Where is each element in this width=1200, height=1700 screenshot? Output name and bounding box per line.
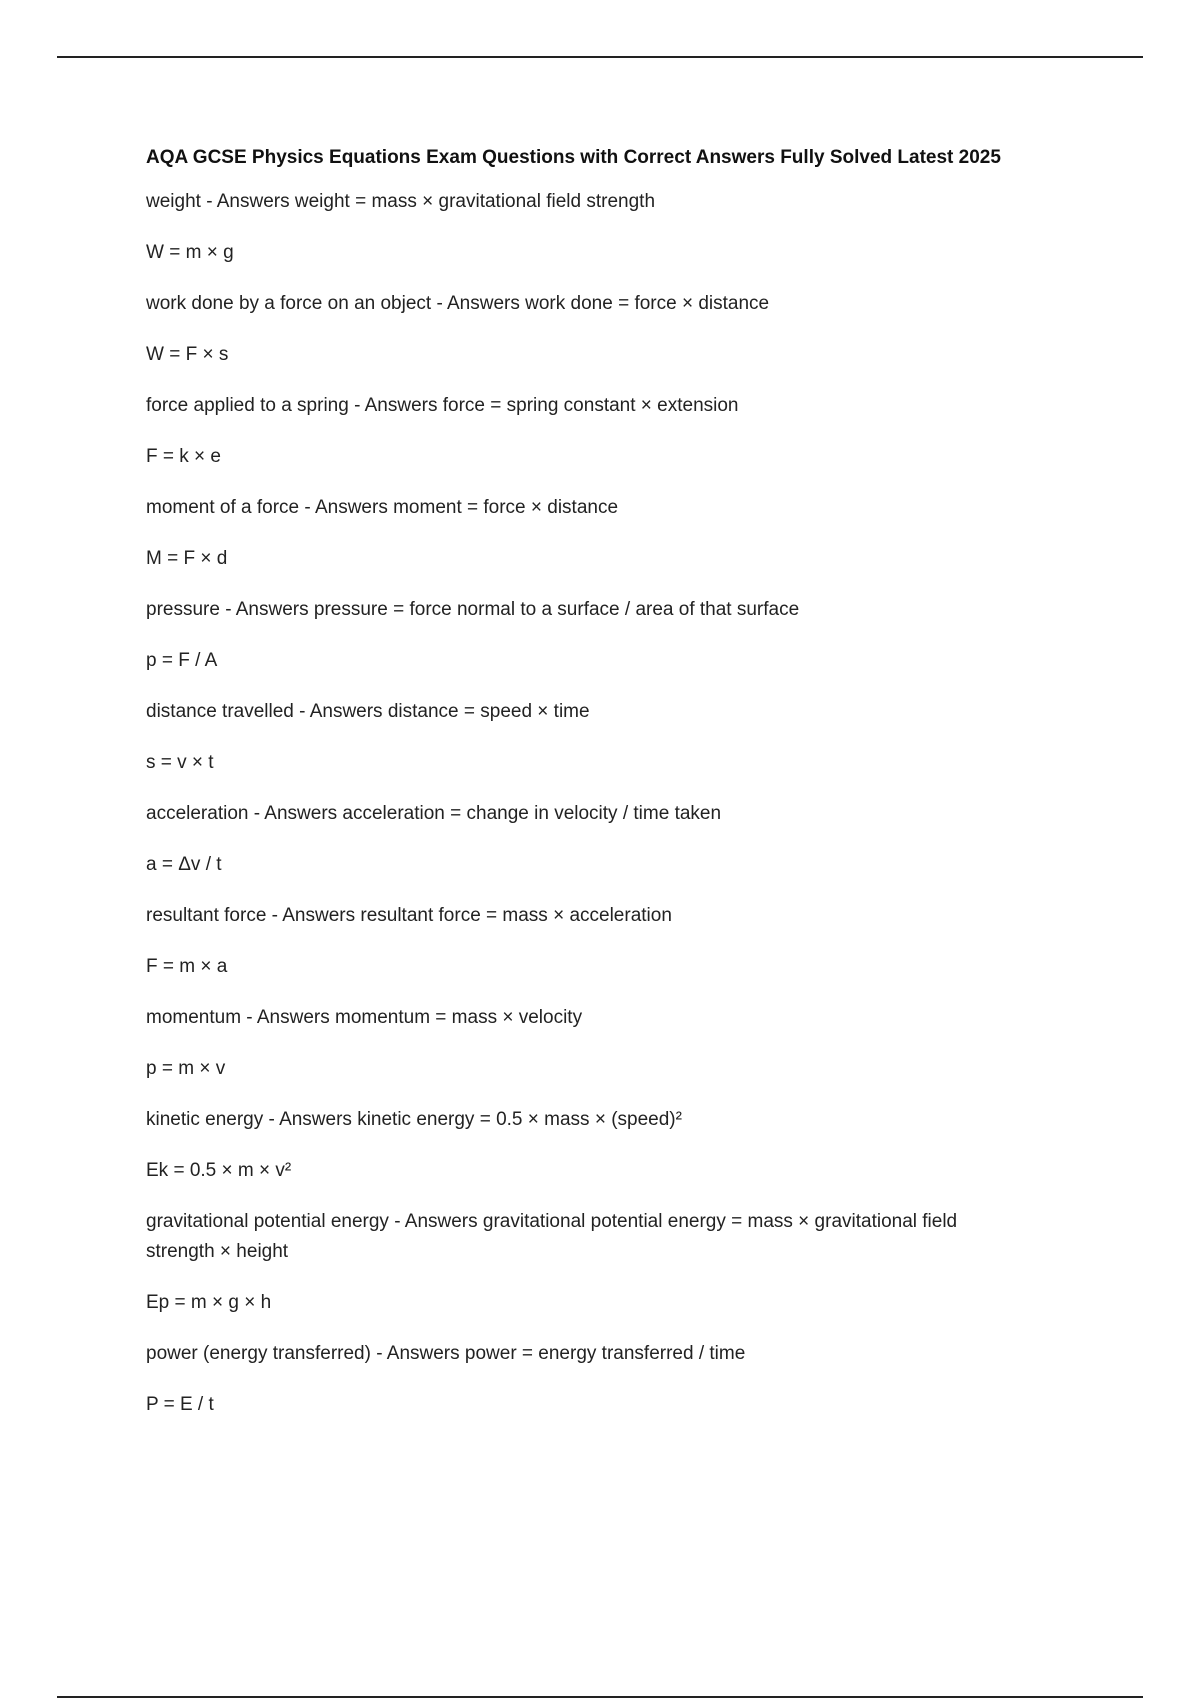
question-moment: moment of a force - Answers moment = force × distance [146,497,619,518]
question-power: power (energy transferred) - Answers power = energy transferred / time [146,1343,746,1364]
equation-kinetic-energy: Ek = 0.5 × m × v² [146,1160,292,1181]
question-pressure: pressure - Answers pressure = force normal to a surface / area of that surface [146,599,800,620]
question-gravitational-potential-energy: gravitational potential energy - Answers gravitational potential energy = mass × gravitational field strength × height [146,1211,958,1262]
equation-momentum: p = m × v [146,1058,226,1079]
question-resultant-force: resultant force - Answers resultant force = mass × acceleration [146,905,672,926]
question-distance: distance travelled - Answers distance = speed × time [146,701,590,722]
equation-power: P = E / t [146,1394,214,1415]
document-title: AQA GCSE Physics Equations Exam Questions with Correct Answers Fully Solved Latest 2025 [146,147,1001,168]
equation-work-done: W = F × s [146,344,229,365]
question-kinetic-energy: kinetic energy - Answers kinetic energy = 0.5 × mass × (speed)² [146,1109,682,1130]
header-rule [57,56,1143,58]
footer-rule [57,1696,1143,1698]
equation-resultant-force: F = m × a [146,956,228,977]
equation-pressure: p = F / A [146,650,218,671]
question-acceleration: acceleration - Answers acceleration = change in velocity / time taken [146,803,722,824]
document-body [146,146,1046,1441]
question-spring-force: force applied to a spring - Answers force = spring constant × extension [146,395,739,416]
equation-acceleration: a = Δv / t [146,854,222,875]
question-weight: weight - Answers weight = mass × gravitational field strength [146,191,656,212]
question-work-done: work done by a force on an object - Answers work done = force × distance [146,293,770,314]
equation-spring-force: F = k × e [146,446,221,467]
equation-gravitational-potential-energy: Ep = m × g × h [146,1292,272,1313]
equation-weight: W = m × g [146,242,234,263]
question-momentum: momentum - Answers momentum = mass × velocity [146,1007,583,1028]
equation-moment: M = F × d [146,548,228,569]
equation-distance: s = v × t [146,752,214,773]
